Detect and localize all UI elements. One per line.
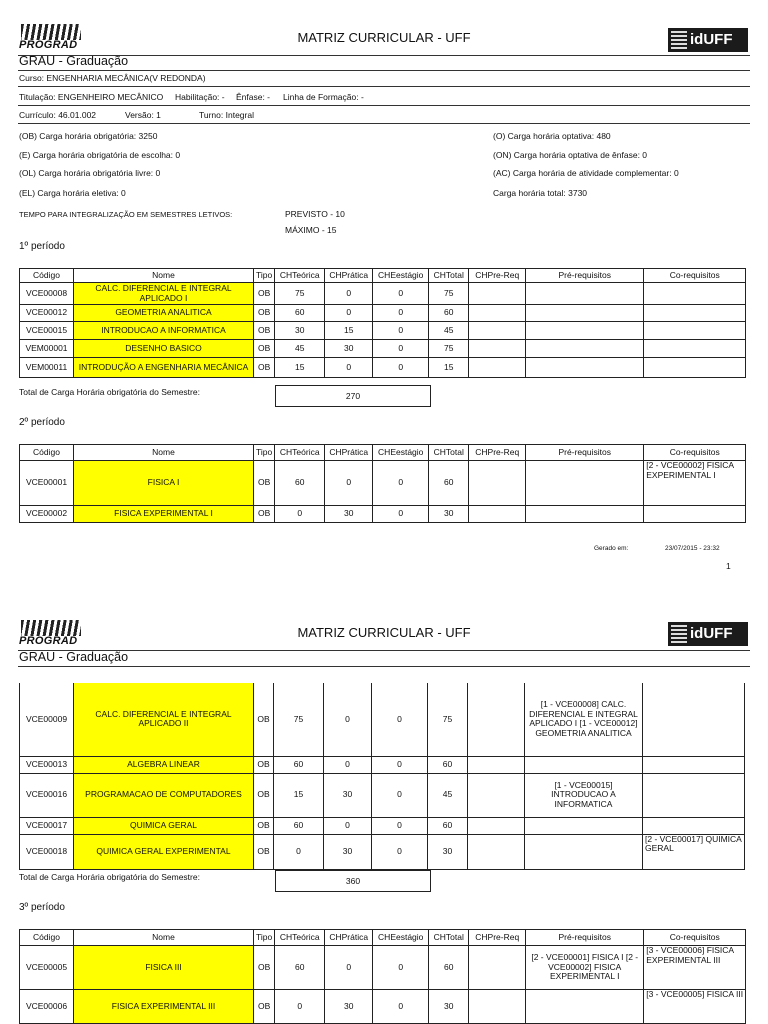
titulacao-text: Titulação: ENGENHEIRO MECÂNICO [19, 92, 164, 102]
codigo-cell: VCE00013 [20, 756, 74, 773]
ch-pratica-cell: 30 [325, 340, 373, 358]
ch-total-cell: 60 [428, 756, 468, 773]
brand-text: idUFF [690, 625, 733, 642]
ch-pratica-cell: 0 [325, 283, 373, 305]
column-header: Tipo [254, 269, 275, 283]
divider [18, 86, 750, 87]
column-header: CHTotal [429, 269, 469, 283]
period-2-total-label: Total de Carga Horária obrigatória do Semestre: [19, 872, 200, 882]
codigo-cell: VCE00006 [20, 990, 74, 1024]
ch-prereq-cell [469, 283, 526, 305]
column-header: Tipo [254, 930, 275, 946]
codigo-cell: VCE00015 [20, 322, 74, 340]
tipo-cell: OB [254, 773, 274, 817]
ch-teorica-cell: 60 [275, 461, 325, 506]
nome-cell: FISICA EXPERIMENTAL I [74, 506, 254, 523]
column-header: Co-requisitos [644, 269, 746, 283]
ch-total-cell: 30 [429, 990, 469, 1024]
brand-text: idUFF [690, 31, 733, 48]
codigo-cell: VCE00018 [20, 834, 74, 869]
tipo-cell: OB [254, 506, 275, 523]
ch-pratica-cell: 0 [325, 461, 373, 506]
logo-text: PROGRAD [19, 39, 78, 51]
co-requisitos-cell [644, 322, 746, 340]
ch-teorica-cell: 0 [275, 506, 325, 523]
pre-requisitos-cell [526, 990, 644, 1024]
turno-text: Turno: Integral [199, 110, 254, 120]
co-requisitos-cell [644, 358, 746, 378]
carga-ob: (OB) Carga horária obrigatória: 3250 [19, 131, 158, 141]
co-requisitos-cell [643, 817, 745, 834]
ch-prereq-cell [469, 305, 526, 322]
table-row [20, 358, 746, 378]
column-header: CHPrática [325, 445, 373, 461]
codigo-cell: VEM00011 [20, 358, 74, 378]
ch-prereq-cell [468, 817, 525, 834]
column-header: Código [20, 445, 74, 461]
tipo-cell: OB [254, 340, 275, 358]
tipo-cell: OB [254, 358, 275, 378]
carga-el: (EL) Carga horária eletiva: 0 [19, 188, 126, 198]
pre-requisitos-cell: [2 - VCE00001] FISICA I [2 - VCE00002] FISICA EXPERIMENTAL I [526, 946, 644, 990]
divider [18, 650, 750, 651]
divider [18, 666, 750, 667]
table-row [20, 461, 746, 506]
pre-requisitos-cell [526, 305, 644, 322]
ch-teorica-cell: 15 [275, 358, 325, 378]
ch-prereq-cell [469, 506, 526, 523]
tipo-cell: OB [254, 461, 275, 506]
column-header: CHTeórica [275, 269, 325, 283]
column-header: CHTotal [429, 445, 469, 461]
column-header: Co-requisitos [644, 445, 746, 461]
period-1-title: 1º período [19, 241, 65, 252]
nome-cell: ALGEBRA LINEAR [74, 756, 254, 773]
iduff-logo [668, 622, 748, 646]
divider [18, 70, 750, 71]
column-header: CHPrática [325, 269, 373, 283]
co-requisitos-cell [644, 283, 746, 305]
nome-cell: INTRODUCAO A INFORMATICA [74, 322, 254, 340]
ch-prereq-cell [469, 322, 526, 340]
ch-teorica-cell: 30 [275, 322, 325, 340]
co-requisitos-cell [644, 305, 746, 322]
table-header-row [20, 269, 746, 283]
tempo-maximo: MÁXIMO - 15 [285, 225, 337, 235]
grau-label: GRAU - Graduação [19, 54, 129, 68]
column-header: CHTotal [429, 930, 469, 946]
pre-requisitos-cell [526, 322, 644, 340]
pre-requisitos-cell [526, 283, 644, 305]
habilitacao-text: Habilitação: - [175, 92, 225, 102]
column-header: Código [20, 930, 74, 946]
pre-requisitos-cell [525, 817, 643, 834]
tipo-cell: OB [254, 283, 275, 305]
ch-prereq-cell [468, 834, 525, 869]
ch-pratica-cell: 0 [325, 358, 373, 378]
co-requisitos-cell [644, 340, 746, 358]
pre-requisitos-cell [525, 834, 643, 869]
ch-pratica-cell: 0 [325, 305, 373, 322]
ch-total-cell: 15 [429, 358, 469, 378]
ch-pratica-cell: 30 [324, 773, 372, 817]
grau-label: GRAU - Graduação [19, 650, 129, 664]
nome-cell: PROGRAMACAO DE COMPUTADORES [74, 773, 254, 817]
table-header-row [20, 445, 746, 461]
ch-total-cell: 60 [429, 946, 469, 990]
column-header: Pré-requisitos [526, 445, 644, 461]
co-requisitos-cell: [2 - VCE00017] QUIMICA GERAL [643, 834, 745, 869]
ch-estagio-cell: 0 [372, 773, 428, 817]
pre-requisitos-cell [526, 506, 644, 523]
ch-prereq-cell [469, 461, 526, 506]
column-header: CHPrática [325, 930, 373, 946]
co-requisitos-cell: [2 - VCE00002] FISICA EXPERIMENTAL I [644, 461, 746, 506]
page-title: MATRIZ CURRICULAR - UFF [297, 30, 471, 45]
column-header: Co-requisitos [644, 930, 746, 946]
nome-cell: CALC. DIFERENCIAL E INTEGRAL APLICADO II [74, 683, 254, 756]
co-requisitos-cell: [3 - VCE00006] FISICA EXPERIMENTAL III [644, 946, 746, 990]
ch-estagio-cell: 0 [373, 322, 429, 340]
ch-prereq-cell [468, 773, 525, 817]
carga-e: (E) Carga horária obrigatória de escolha: 0 [19, 150, 181, 160]
ch-estagio-cell: 0 [372, 756, 428, 773]
period-1-total: 270 [275, 385, 431, 407]
co-requisitos-cell [643, 773, 745, 817]
table-row [20, 773, 745, 817]
table-header-row [20, 930, 746, 946]
column-header: CHPre-Req [469, 445, 526, 461]
codigo-cell: VCE00008 [20, 283, 74, 305]
ch-pratica-cell: 0 [324, 756, 372, 773]
qr-icon [671, 625, 687, 643]
table-row [20, 305, 746, 322]
pre-requisitos-cell [526, 340, 644, 358]
pre-requisitos-cell: [1 - VCE00008] CALC. DIFERENCIAL E INTEGRAL APLICADO I [1 - VCE00012] GEOMETRIA ANALITICA [525, 683, 643, 756]
ch-prereq-cell [469, 358, 526, 378]
ch-total-cell: 45 [429, 322, 469, 340]
period-1-total-label: Total de Carga Horária obrigatória do Semestre: [19, 387, 200, 397]
nome-cell: DESENHO BASICO [74, 340, 254, 358]
ch-pratica-cell: 0 [324, 817, 372, 834]
page-title: MATRIZ CURRICULAR - UFF [297, 625, 471, 640]
column-header: Pré-requisitos [526, 930, 644, 946]
tipo-cell: OB [254, 683, 274, 756]
tipo-cell: OB [254, 990, 275, 1024]
ch-teorica-cell: 0 [275, 990, 325, 1024]
ch-prereq-cell [468, 683, 525, 756]
column-header: Tipo [254, 445, 275, 461]
tipo-cell: OB [254, 817, 274, 834]
ch-teorica-cell: 60 [275, 946, 325, 990]
tipo-cell: OB [254, 946, 275, 990]
ch-estagio-cell: 0 [373, 340, 429, 358]
ch-teorica-cell: 60 [275, 305, 325, 322]
ch-total-cell: 45 [428, 773, 468, 817]
column-header: Nome [74, 930, 254, 946]
gerado-label: Gerado em: [594, 545, 629, 552]
period-2-title: 2º período [19, 417, 65, 428]
carga-ol: (OL) Carga horária obrigatória livre: 0 [19, 168, 161, 178]
co-requisitos-cell [644, 506, 746, 523]
pre-requisitos-cell: [1 - VCE00015] INTRODUCAO A INFORMATICA [525, 773, 643, 817]
tempo-previsto: PREVISTO - 10 [285, 209, 345, 219]
ch-prereq-cell [469, 990, 526, 1024]
period-2-table-continued [19, 683, 745, 870]
period-2-total: 360 [275, 870, 431, 892]
divider [18, 123, 750, 124]
ch-pratica-cell: 30 [325, 506, 373, 523]
ch-prereq-cell [468, 756, 525, 773]
co-requisitos-cell: [3 - VCE00005] FISICA III [644, 990, 746, 1024]
tipo-cell: OB [254, 305, 275, 322]
ch-teorica-cell: 15 [274, 773, 324, 817]
nome-cell: QUIMICA GERAL [74, 817, 254, 834]
curriculo-text: Currículo: 46.01.002 [19, 110, 97, 120]
period-1-table [19, 268, 746, 378]
ch-teorica-cell: 75 [275, 283, 325, 305]
tipo-cell: OB [254, 834, 274, 869]
ch-teorica-cell: 75 [274, 683, 324, 756]
tipo-cell: OB [254, 756, 274, 773]
codigo-cell: VEM00001 [20, 340, 74, 358]
ch-estagio-cell: 0 [372, 683, 428, 756]
nome-cell: INTRODUÇÃO A ENGENHARIA MECÂNICA [74, 358, 254, 378]
codigo-cell: VCE00016 [20, 773, 74, 817]
column-header: Código [20, 269, 74, 283]
carga-total: Carga horária total: 3730 [493, 188, 588, 198]
ch-estagio-cell: 0 [373, 358, 429, 378]
column-header: CHPre-Req [469, 269, 526, 283]
ch-estagio-cell: 0 [373, 990, 429, 1024]
ch-total-cell: 60 [429, 461, 469, 506]
divider [18, 55, 750, 56]
nome-cell: FISICA I [74, 461, 254, 506]
tempo-label: TEMPO PARA INTEGRALIZAÇÃO EM SEMESTRES LETIVOS: [19, 210, 233, 219]
carga-on: (ON) Carga horária optativa de ênfase: 0 [493, 150, 648, 160]
ch-estagio-cell: 0 [373, 305, 429, 322]
ch-pratica-cell: 0 [324, 683, 372, 756]
ch-teorica-cell: 60 [274, 817, 324, 834]
table-row [20, 506, 746, 523]
ch-total-cell: 75 [429, 283, 469, 305]
ch-estagio-cell: 0 [372, 817, 428, 834]
pre-requisitos-cell [525, 756, 643, 773]
period-3-title: 3º período [19, 902, 65, 913]
table-row [20, 340, 746, 358]
column-header: CHTeórica [275, 445, 325, 461]
ch-total-cell: 30 [429, 506, 469, 523]
ch-pratica-cell: 30 [324, 834, 372, 869]
ch-estagio-cell: 0 [373, 946, 429, 990]
codigo-cell: VCE00009 [20, 683, 74, 756]
codigo-cell: VCE00005 [20, 946, 74, 990]
column-header: Nome [74, 445, 254, 461]
codigo-cell: VCE00002 [20, 506, 74, 523]
tipo-cell: OB [254, 322, 275, 340]
column-header: CHPre-Req [469, 930, 526, 946]
period-3-table [19, 929, 746, 1024]
codigo-cell: VCE00012 [20, 305, 74, 322]
ch-total-cell: 30 [428, 834, 468, 869]
gerado-value: 23/07/2015 - 23:32 [665, 545, 720, 552]
codigo-cell: VCE00001 [20, 461, 74, 506]
ch-prereq-cell [469, 946, 526, 990]
versao-text: Versão: 1 [125, 110, 161, 120]
ch-pratica-cell: 15 [325, 322, 373, 340]
iduff-logo [668, 28, 748, 52]
column-header: CHEestágio [373, 269, 429, 283]
nome-cell: CALC. DIFERENCIAL E INTEGRAL APLICADO I [74, 283, 254, 305]
ch-total-cell: 60 [429, 305, 469, 322]
co-requisitos-cell [643, 683, 745, 756]
enfase-text: Ênfase: - [236, 92, 271, 102]
table-row [20, 990, 746, 1024]
nome-cell: GEOMETRIA ANALITICA [74, 305, 254, 322]
table-row [20, 756, 745, 773]
ch-pratica-cell: 30 [325, 990, 373, 1024]
ch-estagio-cell: 0 [373, 283, 429, 305]
ch-estagio-cell: 0 [373, 461, 429, 506]
divider [18, 105, 750, 106]
logo-text: PROGRAD [19, 635, 78, 647]
column-header: CHEestágio [373, 930, 429, 946]
ch-prereq-cell [469, 340, 526, 358]
table-row [20, 683, 745, 756]
table-row [20, 322, 746, 340]
table-row [20, 834, 745, 869]
column-header: CHEestágio [373, 445, 429, 461]
column-header: CHTeórica [275, 930, 325, 946]
curso-text: Curso: ENGENHARIA MECÂNICA(V REDONDA) [19, 73, 206, 83]
co-requisitos-cell [643, 756, 745, 773]
ch-pratica-cell: 0 [325, 946, 373, 990]
ch-total-cell: 75 [428, 683, 468, 756]
nome-cell: QUIMICA GERAL EXPERIMENTAL [74, 834, 254, 869]
nome-cell: FISICA EXPERIMENTAL III [74, 990, 254, 1024]
ch-teorica-cell: 60 [274, 756, 324, 773]
codigo-cell: VCE00017 [20, 817, 74, 834]
nome-cell: FISICA III [74, 946, 254, 990]
ch-total-cell: 75 [429, 340, 469, 358]
period-2-table [19, 444, 746, 523]
table-row [20, 283, 746, 305]
carga-o: (O) Carga horária optativa: 480 [493, 131, 611, 141]
carga-ac: (AC) Carga horária de atividade complementar: 0 [493, 168, 679, 178]
ch-estagio-cell: 0 [372, 834, 428, 869]
linha-text: Linha de Formação: - [283, 92, 364, 102]
pre-requisitos-cell [526, 461, 644, 506]
qr-icon [671, 31, 687, 49]
ch-teorica-cell: 45 [275, 340, 325, 358]
ch-teorica-cell: 0 [274, 834, 324, 869]
page-number: 1 [726, 561, 731, 571]
column-header: Nome [74, 269, 254, 283]
column-header: Pré-requisitos [526, 269, 644, 283]
ch-total-cell: 60 [428, 817, 468, 834]
table-row [20, 946, 746, 990]
ch-estagio-cell: 0 [373, 506, 429, 523]
pre-requisitos-cell [526, 358, 644, 378]
table-row [20, 817, 745, 834]
